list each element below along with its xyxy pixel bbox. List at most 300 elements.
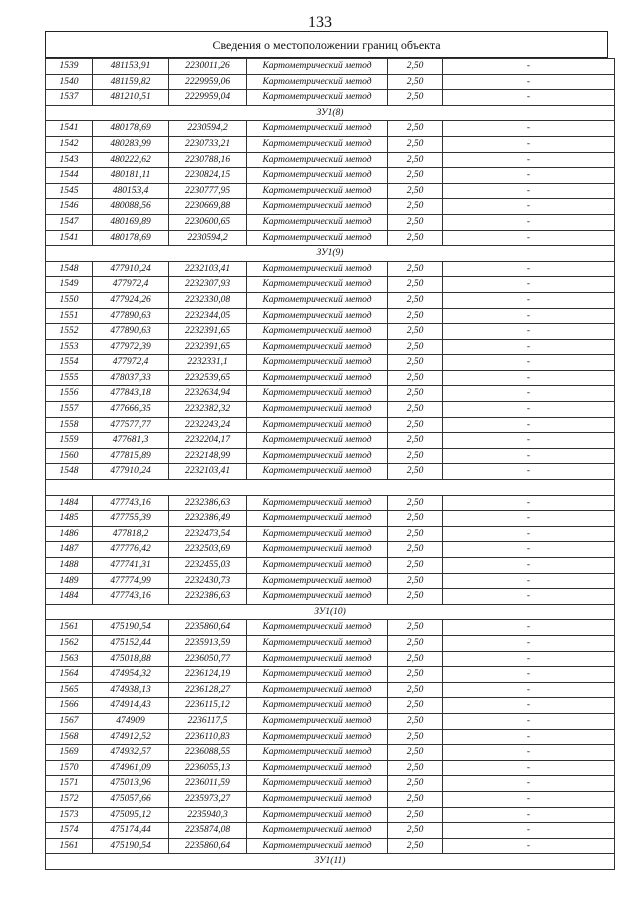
description-cell: -	[443, 183, 615, 199]
method-cell: Картометрический метод	[247, 339, 388, 355]
table-row	[46, 370, 615, 386]
coord-x-cell: 477924,26	[93, 292, 169, 308]
precision-cell: 2,50	[388, 90, 443, 106]
precision-cell: 2,50	[388, 698, 443, 714]
table-row	[46, 791, 615, 807]
coord-y-cell: 2232307,93	[169, 277, 247, 293]
table-row	[46, 713, 615, 729]
coord-y-cell: 2232386,63	[169, 589, 247, 605]
point-number-cell: 1548	[46, 464, 93, 480]
coord-y-cell: 2236110,83	[169, 729, 247, 745]
method-cell: Картометрический метод	[247, 682, 388, 698]
precision-cell: 2,50	[388, 370, 443, 386]
coord-x-cell: 477972,4	[93, 355, 169, 371]
method-cell: Картометрический метод	[247, 464, 388, 480]
section-header-row	[46, 105, 615, 121]
method-cell: Картометрический метод	[247, 729, 388, 745]
point-number-cell: 1544	[46, 168, 93, 184]
description-cell: -	[443, 495, 615, 511]
description-cell: -	[443, 620, 615, 636]
section-label: ЗУ1(11)	[46, 854, 615, 870]
precision-cell: 2,50	[388, 495, 443, 511]
coord-y-cell: 2232503,69	[169, 542, 247, 558]
precision-cell: 2,50	[388, 136, 443, 152]
precision-cell: 2,50	[388, 542, 443, 558]
point-number-cell: 1548	[46, 261, 93, 277]
section-header-row	[46, 246, 615, 262]
coord-x-cell: 474912,52	[93, 729, 169, 745]
method-cell: Картометрический метод	[247, 152, 388, 168]
description-cell: -	[443, 745, 615, 761]
point-number-cell: 1565	[46, 682, 93, 698]
precision-cell: 2,50	[388, 558, 443, 574]
point-number-cell: 1555	[46, 370, 93, 386]
precision-cell: 2,50	[388, 511, 443, 527]
description-cell: -	[443, 682, 615, 698]
point-number-cell: 1566	[46, 698, 93, 714]
method-cell: Картометрический метод	[247, 838, 388, 854]
point-number-cell: 1546	[46, 199, 93, 215]
method-cell: Картометрический метод	[247, 620, 388, 636]
coord-x-cell: 480088,56	[93, 199, 169, 215]
description-cell: -	[443, 168, 615, 184]
precision-cell: 2,50	[388, 667, 443, 683]
table-row	[46, 433, 615, 449]
coord-x-cell: 474932,57	[93, 745, 169, 761]
boundary-table-frame	[45, 31, 608, 870]
description-cell: -	[443, 667, 615, 683]
precision-cell: 2,50	[388, 448, 443, 464]
precision-cell: 2,50	[388, 745, 443, 761]
coord-x-cell: 477815,89	[93, 448, 169, 464]
point-number-cell: 1541	[46, 230, 93, 246]
description-cell: -	[443, 277, 615, 293]
point-number-cell: 1561	[46, 838, 93, 854]
point-number-cell: 1556	[46, 386, 93, 402]
method-cell: Картометрический метод	[247, 589, 388, 605]
method-cell: Картометрический метод	[247, 308, 388, 324]
method-cell: Картометрический метод	[247, 651, 388, 667]
table-row	[46, 635, 615, 651]
table-row	[46, 807, 615, 823]
description-cell: -	[443, 59, 615, 75]
table-row	[46, 682, 615, 698]
table-row	[46, 152, 615, 168]
description-cell: -	[443, 402, 615, 418]
table-row	[46, 667, 615, 683]
coord-x-cell: 477755,39	[93, 511, 169, 527]
table-row	[46, 542, 615, 558]
coord-y-cell: 2236088,55	[169, 745, 247, 761]
method-cell: Картометрический метод	[247, 823, 388, 839]
coord-y-cell: 2236128,27	[169, 682, 247, 698]
precision-cell: 2,50	[388, 573, 443, 589]
precision-cell: 2,50	[388, 168, 443, 184]
table-row	[46, 760, 615, 776]
table-row	[46, 168, 615, 184]
method-cell: Картометрический метод	[247, 495, 388, 511]
coord-x-cell: 474961,09	[93, 760, 169, 776]
description-cell: -	[443, 713, 615, 729]
coord-y-cell: 2230669,88	[169, 199, 247, 215]
point-number-cell: 1562	[46, 635, 93, 651]
coord-x-cell: 480178,69	[93, 230, 169, 246]
coord-y-cell: 2230011,26	[169, 59, 247, 75]
precision-cell: 2,50	[388, 308, 443, 324]
description-cell: -	[443, 776, 615, 792]
coord-y-cell: 2230777,95	[169, 183, 247, 199]
coord-x-cell: 477910,24	[93, 464, 169, 480]
precision-cell: 2,50	[388, 464, 443, 480]
precision-cell: 2,50	[388, 292, 443, 308]
method-cell: Картометрический метод	[247, 542, 388, 558]
coord-x-cell: 477577,77	[93, 417, 169, 433]
point-number-cell: 1550	[46, 292, 93, 308]
page-number: 133	[308, 14, 332, 31]
method-cell: Картометрический метод	[247, 168, 388, 184]
table-row	[46, 121, 615, 137]
description-cell: -	[443, 152, 615, 168]
coord-x-cell: 474909	[93, 713, 169, 729]
table-row	[46, 745, 615, 761]
method-cell: Картометрический метод	[247, 760, 388, 776]
description-cell: -	[443, 729, 615, 745]
description-cell: -	[443, 542, 615, 558]
method-cell: Картометрический метод	[247, 573, 388, 589]
method-cell: Картометрический метод	[247, 417, 388, 433]
description-cell: -	[443, 573, 615, 589]
description-cell: -	[443, 448, 615, 464]
precision-cell: 2,50	[388, 74, 443, 90]
coord-y-cell: 2230600,65	[169, 214, 247, 230]
method-cell: Картометрический метод	[247, 370, 388, 386]
description-cell: -	[443, 74, 615, 90]
precision-cell: 2,50	[388, 277, 443, 293]
coord-x-cell: 477890,63	[93, 308, 169, 324]
description-cell: -	[443, 823, 615, 839]
coord-y-cell: 2232103,41	[169, 261, 247, 277]
coord-y-cell: 2230594,2	[169, 230, 247, 246]
precision-cell: 2,50	[388, 823, 443, 839]
section-header-row	[46, 854, 615, 870]
coord-x-cell: 477743,16	[93, 495, 169, 511]
precision-cell: 2,50	[388, 791, 443, 807]
point-number-cell: 1552	[46, 324, 93, 340]
point-number-cell: 1543	[46, 152, 93, 168]
coord-x-cell: 475174,44	[93, 823, 169, 839]
table-row	[46, 776, 615, 792]
method-cell: Картометрический метод	[247, 386, 388, 402]
method-cell: Картометрический метод	[247, 807, 388, 823]
method-cell: Картометрический метод	[247, 214, 388, 230]
point-number-cell: 1485	[46, 511, 93, 527]
method-cell: Картометрический метод	[247, 199, 388, 215]
description-cell: -	[443, 838, 615, 854]
coord-y-cell: 2235940,3	[169, 807, 247, 823]
boundary-points-table	[45, 58, 615, 870]
section-header-row	[46, 604, 615, 620]
description-cell: -	[443, 698, 615, 714]
method-cell: Картометрический метод	[247, 776, 388, 792]
method-cell: Картометрический метод	[247, 261, 388, 277]
coord-y-cell: 2232344,05	[169, 308, 247, 324]
method-cell: Картометрический метод	[247, 448, 388, 464]
description-cell: -	[443, 214, 615, 230]
method-cell: Картометрический метод	[247, 355, 388, 371]
point-number-cell: 1567	[46, 713, 93, 729]
coord-x-cell: 480222,62	[93, 152, 169, 168]
coord-x-cell: 475018,88	[93, 651, 169, 667]
point-number-cell: 1558	[46, 417, 93, 433]
method-cell: Картометрический метод	[247, 230, 388, 246]
table-row	[46, 261, 615, 277]
coord-y-cell: 2232386,49	[169, 511, 247, 527]
description-cell: -	[443, 199, 615, 215]
coord-x-cell: 480153,4	[93, 183, 169, 199]
precision-cell: 2,50	[388, 776, 443, 792]
precision-cell: 2,50	[388, 230, 443, 246]
point-number-cell: 1561	[46, 620, 93, 636]
coord-x-cell: 475190,54	[93, 620, 169, 636]
table-row	[46, 620, 615, 636]
precision-cell: 2,50	[388, 729, 443, 745]
description-cell: -	[443, 230, 615, 246]
coord-y-cell: 2236115,12	[169, 698, 247, 714]
table-row	[46, 230, 615, 246]
coord-x-cell: 477741,31	[93, 558, 169, 574]
table-row	[46, 417, 615, 433]
table-row	[46, 448, 615, 464]
point-number-cell: 1573	[46, 807, 93, 823]
description-cell: -	[443, 121, 615, 137]
coord-y-cell: 2232386,63	[169, 495, 247, 511]
point-number-cell: 1488	[46, 558, 93, 574]
method-cell: Картометрический метод	[247, 74, 388, 90]
coord-y-cell: 2232455,03	[169, 558, 247, 574]
point-number-cell: 1563	[46, 651, 93, 667]
point-number-cell: 1574	[46, 823, 93, 839]
precision-cell: 2,50	[388, 355, 443, 371]
coord-y-cell: 2232148,99	[169, 448, 247, 464]
precision-cell: 2,50	[388, 620, 443, 636]
method-cell: Картометрический метод	[247, 136, 388, 152]
coord-x-cell: 480181,11	[93, 168, 169, 184]
coord-x-cell: 481210,51	[93, 90, 169, 106]
point-number-cell: 1489	[46, 573, 93, 589]
table-row	[46, 838, 615, 854]
coord-x-cell: 474954,32	[93, 667, 169, 683]
point-number-cell: 1486	[46, 526, 93, 542]
method-cell: Картометрический метод	[247, 558, 388, 574]
precision-cell: 2,50	[388, 589, 443, 605]
description-cell: -	[443, 90, 615, 106]
coord-y-cell: 2232473,54	[169, 526, 247, 542]
coord-x-cell: 477890,63	[93, 324, 169, 340]
point-number-cell: 1570	[46, 760, 93, 776]
method-cell: Картометрический метод	[247, 402, 388, 418]
coord-x-cell: 477972,4	[93, 277, 169, 293]
coord-y-cell: 2230733,21	[169, 136, 247, 152]
method-cell: Картометрический метод	[247, 277, 388, 293]
point-number-cell: 1560	[46, 448, 93, 464]
coord-y-cell: 2232382,32	[169, 402, 247, 418]
description-cell: -	[443, 386, 615, 402]
description-cell: -	[443, 339, 615, 355]
table-row	[46, 339, 615, 355]
table-row	[46, 526, 615, 542]
coord-x-cell: 477910,24	[93, 261, 169, 277]
coord-y-cell: 2236011,59	[169, 776, 247, 792]
table-row	[46, 386, 615, 402]
precision-cell: 2,50	[388, 339, 443, 355]
description-cell: -	[443, 433, 615, 449]
method-cell: Картометрический метод	[247, 433, 388, 449]
coord-x-cell: 477666,35	[93, 402, 169, 418]
coord-y-cell: 2230824,15	[169, 168, 247, 184]
method-cell: Картометрический метод	[247, 713, 388, 729]
coord-y-cell: 2236055,13	[169, 760, 247, 776]
description-cell: -	[443, 417, 615, 433]
description-cell: -	[443, 324, 615, 340]
description-cell: -	[443, 807, 615, 823]
coord-x-cell: 477776,42	[93, 542, 169, 558]
description-cell: -	[443, 589, 615, 605]
section-label: ЗУ1(8)	[46, 105, 615, 121]
coord-y-cell: 2235973,27	[169, 791, 247, 807]
point-number-cell: 1559	[46, 433, 93, 449]
description-cell: -	[443, 791, 615, 807]
table-row	[46, 74, 615, 90]
table-row	[46, 511, 615, 527]
coord-y-cell: 2232330,08	[169, 292, 247, 308]
point-number-cell: 1487	[46, 542, 93, 558]
point-number-cell: 1564	[46, 667, 93, 683]
table-row	[46, 495, 615, 511]
coord-x-cell: 481159,82	[93, 74, 169, 90]
coord-x-cell: 475190,54	[93, 838, 169, 854]
method-cell: Картометрический метод	[247, 791, 388, 807]
point-number-cell: 1571	[46, 776, 93, 792]
description-cell: -	[443, 136, 615, 152]
point-number-cell: 1557	[46, 402, 93, 418]
coord-x-cell: 477972,39	[93, 339, 169, 355]
method-cell: Картометрический метод	[247, 292, 388, 308]
point-number-cell: 1572	[46, 791, 93, 807]
description-cell: -	[443, 308, 615, 324]
table-row	[46, 823, 615, 839]
point-number-cell: 1542	[46, 136, 93, 152]
coord-y-cell: 2232391,65	[169, 324, 247, 340]
method-cell: Картометрический метод	[247, 183, 388, 199]
description-cell: -	[443, 558, 615, 574]
point-number-cell: 1545	[46, 183, 93, 199]
table-row	[46, 308, 615, 324]
coord-x-cell: 474938,13	[93, 682, 169, 698]
table-title: Сведения о местоположении границ объекта	[45, 31, 608, 58]
description-cell: -	[443, 511, 615, 527]
table-row	[46, 90, 615, 106]
coord-y-cell: 2232243,24	[169, 417, 247, 433]
method-cell: Картометрический метод	[247, 511, 388, 527]
point-number-cell: 1484	[46, 589, 93, 605]
coord-x-cell: 480178,69	[93, 121, 169, 137]
precision-cell: 2,50	[388, 760, 443, 776]
coord-x-cell: 477843,18	[93, 386, 169, 402]
method-cell: Картометрический метод	[247, 59, 388, 75]
point-number-cell: 1549	[46, 277, 93, 293]
precision-cell: 2,50	[388, 651, 443, 667]
table-row	[46, 402, 615, 418]
coord-y-cell: 2236117,5	[169, 713, 247, 729]
method-cell: Картометрический метод	[247, 667, 388, 683]
section-label: ЗУ1(10)	[46, 604, 615, 620]
point-number-cell: 1541	[46, 121, 93, 137]
coord-y-cell: 2232539,65	[169, 370, 247, 386]
precision-cell: 2,50	[388, 635, 443, 651]
coord-x-cell: 477743,16	[93, 589, 169, 605]
description-cell: -	[443, 292, 615, 308]
blank-cell	[46, 480, 615, 496]
precision-cell: 2,50	[388, 261, 443, 277]
table-row	[46, 698, 615, 714]
section-label: ЗУ1(9)	[46, 246, 615, 262]
precision-cell: 2,50	[388, 152, 443, 168]
coord-x-cell: 475152,44	[93, 635, 169, 651]
coord-y-cell: 2235860,64	[169, 620, 247, 636]
table-row	[46, 199, 615, 215]
coord-y-cell: 2230788,16	[169, 152, 247, 168]
point-number-cell: 1569	[46, 745, 93, 761]
method-cell: Картометрический метод	[247, 90, 388, 106]
precision-cell: 2,50	[388, 402, 443, 418]
coord-y-cell: 2236050,77	[169, 651, 247, 667]
point-number-cell: 1484	[46, 495, 93, 511]
method-cell: Картометрический метод	[247, 745, 388, 761]
method-cell: Картометрический метод	[247, 324, 388, 340]
precision-cell: 2,50	[388, 59, 443, 75]
precision-cell: 2,50	[388, 807, 443, 823]
coord-y-cell: 2232331,1	[169, 355, 247, 371]
table-row	[46, 651, 615, 667]
coord-y-cell: 2230594,2	[169, 121, 247, 137]
table-row	[46, 214, 615, 230]
coord-x-cell: 475013,96	[93, 776, 169, 792]
coord-x-cell: 477774,99	[93, 573, 169, 589]
coord-y-cell: 2232430,73	[169, 573, 247, 589]
method-cell: Картометрический метод	[247, 121, 388, 137]
description-cell: -	[443, 651, 615, 667]
table-row	[46, 324, 615, 340]
coord-x-cell: 480283,99	[93, 136, 169, 152]
description-cell: -	[443, 370, 615, 386]
coord-x-cell: 475095,12	[93, 807, 169, 823]
description-cell: -	[443, 526, 615, 542]
description-cell: -	[443, 355, 615, 371]
coord-x-cell: 475057,66	[93, 791, 169, 807]
coord-x-cell: 477681,3	[93, 433, 169, 449]
description-cell: -	[443, 261, 615, 277]
coord-x-cell: 477818,2	[93, 526, 169, 542]
table-row	[46, 277, 615, 293]
point-number-cell: 1553	[46, 339, 93, 355]
table-row	[46, 59, 615, 75]
coord-y-cell: 2232204,17	[169, 433, 247, 449]
coord-y-cell: 2235860,64	[169, 838, 247, 854]
point-number-cell: 1551	[46, 308, 93, 324]
coord-y-cell: 2229959,04	[169, 90, 247, 106]
precision-cell: 2,50	[388, 526, 443, 542]
precision-cell: 2,50	[388, 183, 443, 199]
